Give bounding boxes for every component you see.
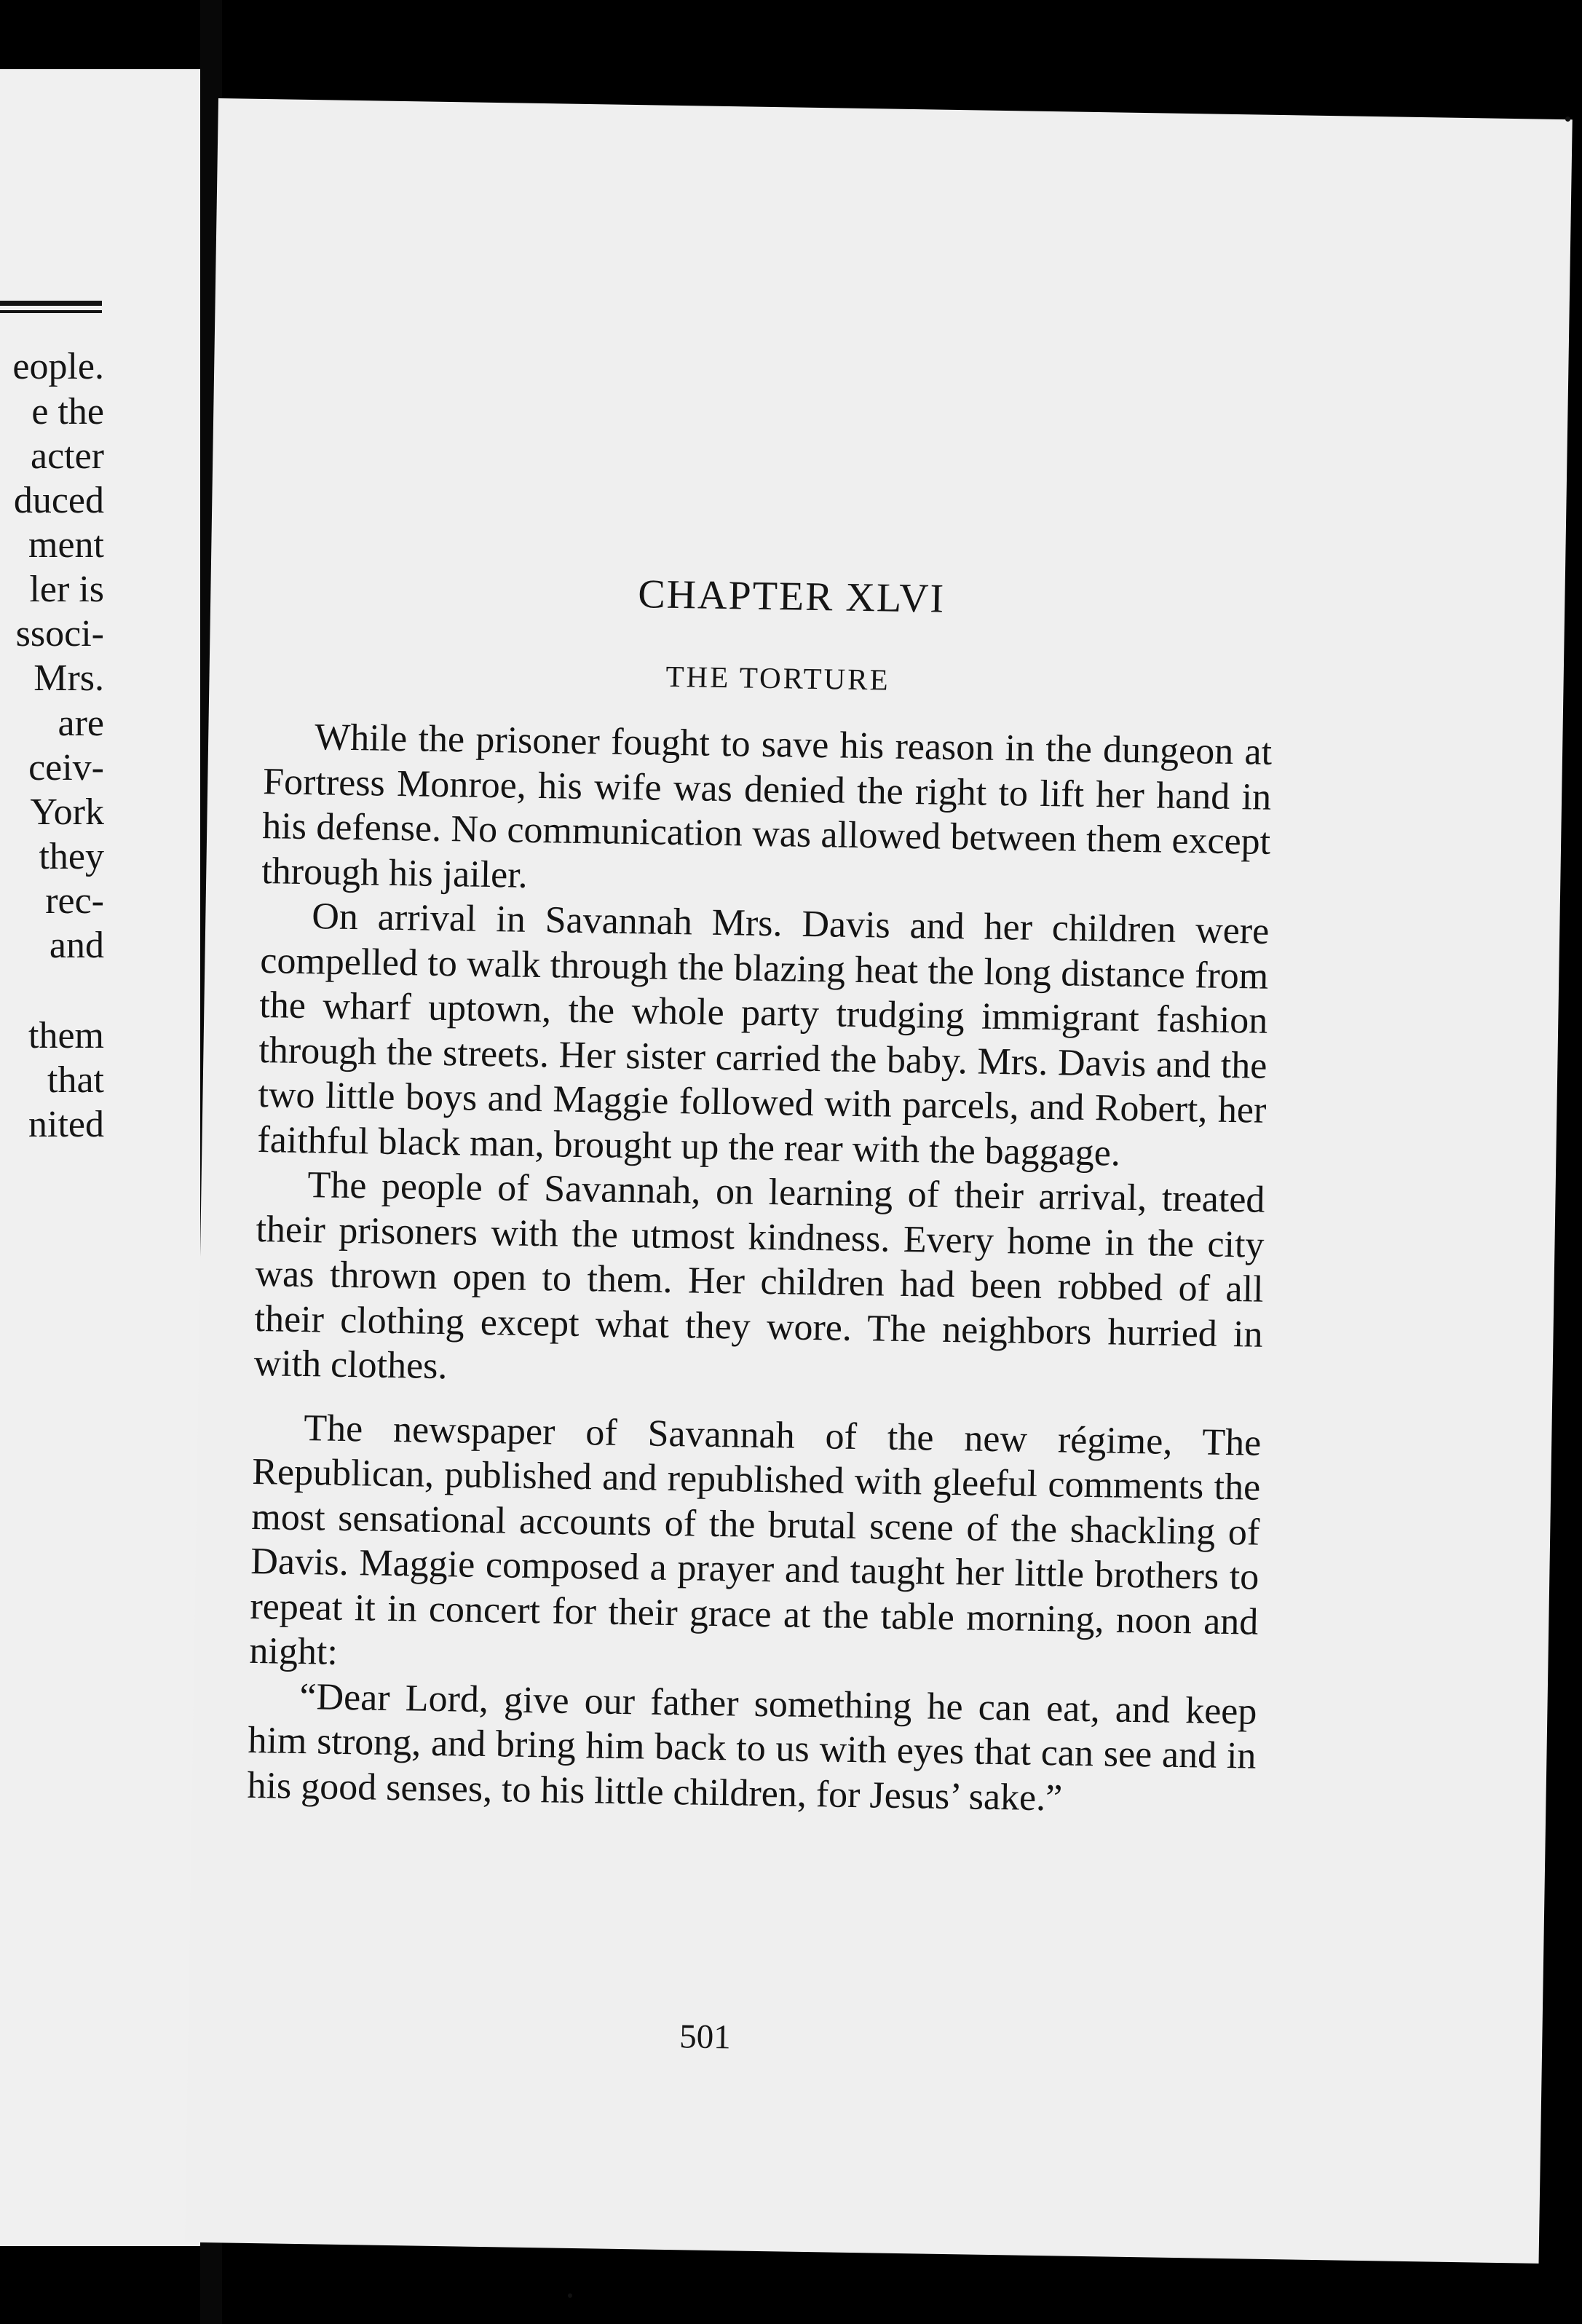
book-page (185, 98, 1573, 2264)
page-number: 501 (679, 2017, 732, 2057)
page-content (185, 98, 1573, 2264)
previous-page-line: ment (28, 524, 104, 566)
paragraph: “Dear Lord, give our father something he can eat, and keep him strong, and bring him back to us with eyes that can see and in his good senses, to his little children, for Jesus’ sake.” (247, 1675, 1257, 1819)
previous-page-line: nited (28, 1104, 104, 1145)
previous-page-line: ceiv- (28, 747, 104, 788)
dust-speck (1565, 116, 1570, 122)
paragraph: The newspaper of Savannah of the new régime, The Republican, published and republished with gleeful comments the most sensational accounts of the brutal scene of the shackling of Davis. Maggie composed a prayer and taught her little brothers to repeat it in concert for their grace at the table morning, noon and night: (249, 1407, 1262, 1673)
paragraph: While the prisoner fought to save his reason in the dungeon at Fortress Monroe, his wife was denied the right to lift her hand in his defense. No communication was allowed between them except through his jailer. (261, 716, 1273, 896)
previous-page-line: e the (31, 391, 104, 432)
previous-page-line: York (30, 791, 104, 833)
previous-page-line: Mrs. (33, 657, 104, 699)
header-rule (0, 301, 102, 306)
previous-page-line: they (39, 836, 104, 877)
previous-page-line: are (58, 703, 104, 744)
previous-page-fragment (0, 69, 200, 2246)
chapter-title: THE TORTURE (665, 659, 890, 697)
previous-page-line: ssoci- (15, 613, 104, 655)
paragraph: The people of Savannah, on learning of their arrival, treated their prisoners with the utmost kindness. Every home in the city was thrown open to them. Her children had been robbed of all their clothing except what they wore. The neighbors hurried in with clothes. (253, 1164, 1265, 1388)
chapter-heading: CHAPTER XLVI (637, 572, 946, 622)
dust-speck (568, 2293, 572, 2298)
previous-page-line: and (49, 925, 104, 966)
previous-page-line: eople. (12, 346, 104, 387)
previous-page-line: ler is (29, 569, 104, 610)
paragraph: On arrival in Savannah Mrs. Davis and her children were compelled to walk through the blazing heat the long distance from the wharf uptown, the whole party trudging immigrant fashion through the streets. Her sister carried the baby. Mrs. Davis and the two little boys and Maggie followed with parcels, and Robert, her faithful black man, brought up the rear with the baggage. (257, 896, 1270, 1174)
previous-page-line: that (47, 1059, 104, 1101)
header-rule (0, 310, 102, 313)
previous-page-line: rec- (45, 880, 104, 922)
body-text (247, 714, 1272, 1824)
previous-page-line: them (28, 1015, 104, 1056)
previous-page-line: acter (30, 435, 104, 477)
previous-page-line: duced (13, 480, 104, 521)
